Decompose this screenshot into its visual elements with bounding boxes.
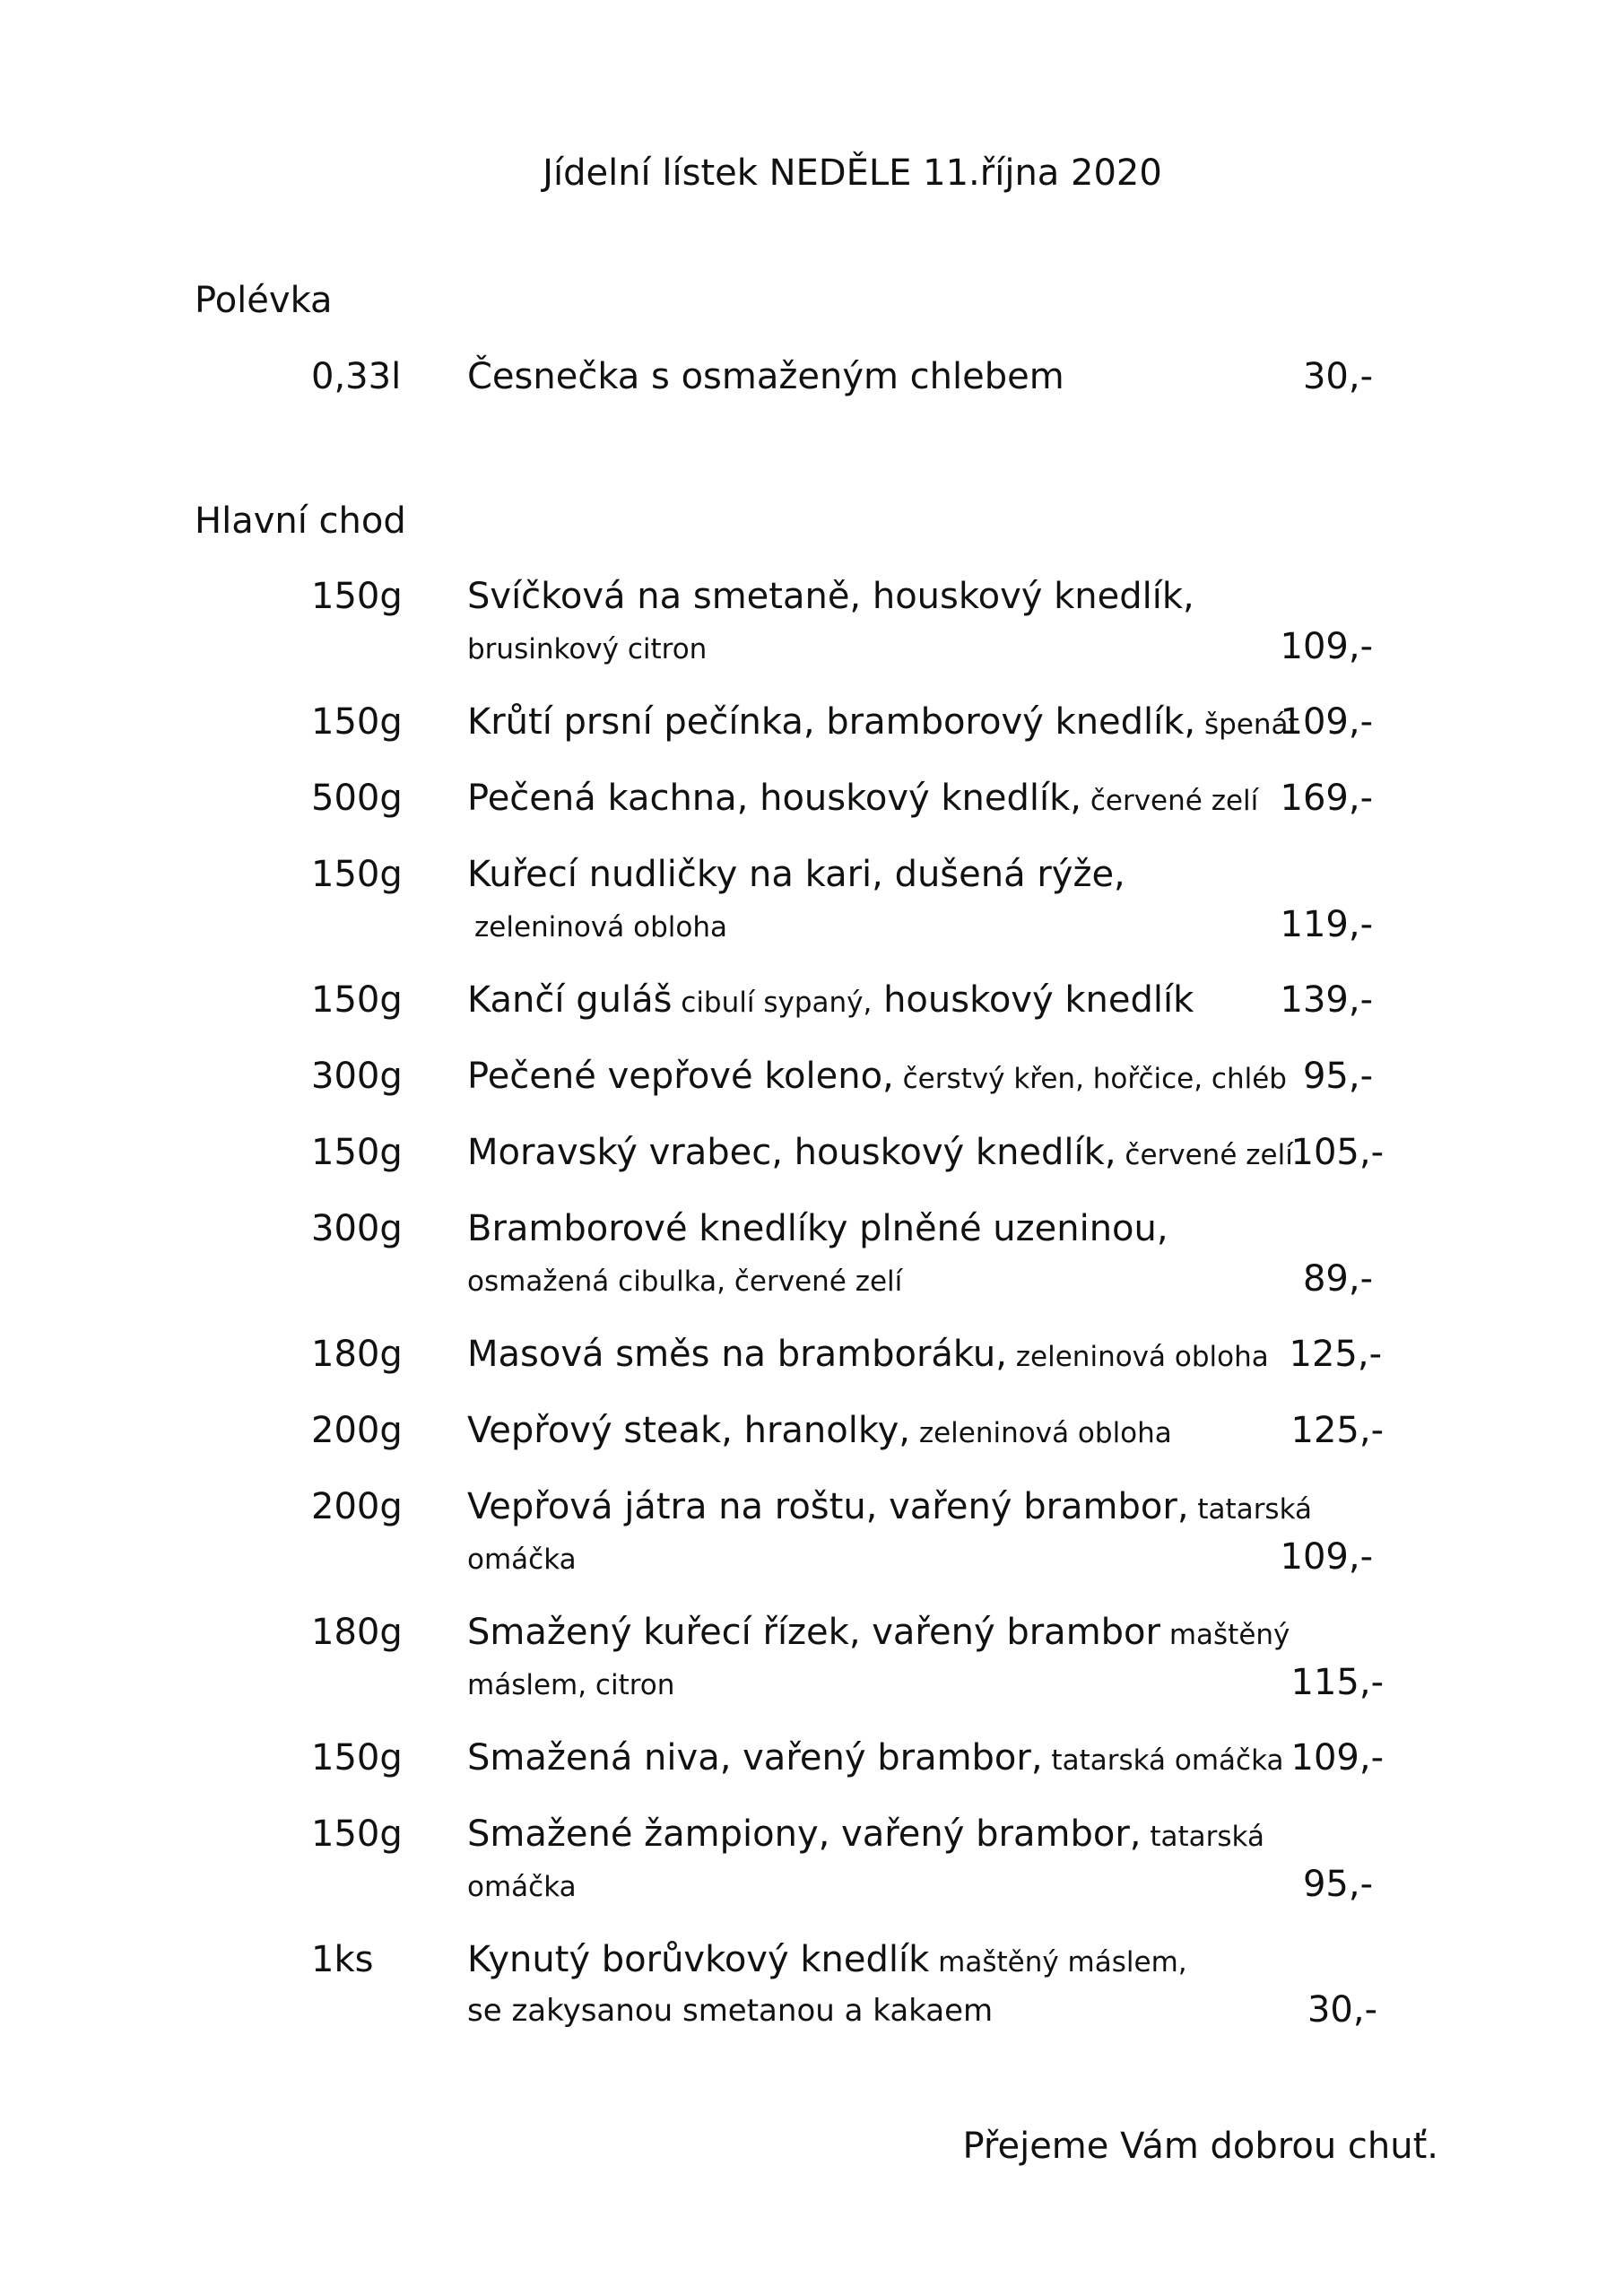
item-qty: 150g	[311, 576, 403, 617]
item-side-inline: tatarská	[1141, 1821, 1264, 1853]
item-name: Vepřová játra na roštu, vařený brambor, tatarská	[467, 1486, 1312, 1527]
item-side-inline: zeleninová obloha	[909, 1417, 1172, 1449]
item-price: 109,-	[1280, 701, 1373, 743]
item-side: omáčka	[467, 1871, 577, 1903]
item-side: osmažená cibulka, červené zelí	[467, 1265, 903, 1298]
item-name: Smažené žampiony, vařený brambor, tatarská	[467, 1813, 1264, 1855]
item-qty: 180g	[311, 1334, 403, 1375]
item-price: 125,-	[1290, 1410, 1384, 1451]
item-name: Pečená kachna, houskový knedlík, červené zelí	[467, 778, 1259, 819]
item-side-inline: červené zelí	[1081, 785, 1259, 817]
item-qty: 150g	[311, 1813, 403, 1855]
item-qty: 150g	[311, 854, 403, 895]
soup-heading: Polévka	[195, 280, 333, 321]
item-side-inline: zeleninová obloha	[1006, 1341, 1269, 1373]
item-qty: 150g	[311, 979, 403, 1021]
item-name: Česnečka s osmaženým chlebem	[467, 356, 1064, 397]
item-name: Kančí guláš cibulí sypaný, houskový knedlík	[467, 979, 1194, 1021]
item-price: 89,-	[1302, 1258, 1373, 1300]
item-side-inline: tatarská omáčka	[1042, 1744, 1284, 1777]
item-price: 125,-	[1289, 1334, 1382, 1375]
item-name: Smažený kuřecí řízek, vařený brambor maštěný	[467, 1612, 1290, 1653]
item-name: Kynutý borůvkový knedlík maštěný máslem,	[467, 1939, 1187, 1980]
item-name: Krůtí prsní pečínka, bramborový knedlík, špenát	[467, 701, 1299, 743]
item-price: 30,-	[1307, 1989, 1377, 2031]
item-qty: 1ks	[311, 1939, 374, 1980]
main-heading: Hlavní chod	[195, 500, 406, 542]
item-name: Vepřový steak, hranolky, zeleninová obloha	[467, 1410, 1172, 1451]
item-name: Pečené vepřové koleno, čerstvý křen, hořčice, chléb	[467, 1056, 1287, 1097]
item-side-inline: čerstvý křen, hořčice, chléb	[893, 1063, 1287, 1095]
item-price: 30,-	[1302, 356, 1373, 397]
item-price: 169,-	[1280, 778, 1373, 819]
item-price: 139,-	[1280, 979, 1373, 1021]
item-qty: 200g	[311, 1410, 403, 1451]
item-name: Masová směs na bramboráku, zeleninová obloha	[467, 1334, 1269, 1375]
item-side-inline: špenát	[1195, 709, 1299, 741]
item-side: se zakysanou smetanou a kakaem	[467, 1993, 994, 2029]
item-qty: 150g	[311, 1132, 403, 1173]
item-side-inline: tatarská	[1188, 1493, 1312, 1526]
item-side-inline: maštěný máslem,	[929, 1946, 1187, 1979]
item-price: 109,-	[1290, 1737, 1384, 1779]
item-qty: 150g	[311, 1737, 403, 1779]
item-name: Smažená niva, vařený brambor, tatarská omáčka	[467, 1737, 1284, 1779]
item-name: Bramborové knedlíky plněné uzeninou,	[467, 1208, 1168, 1249]
item-price: 95,-	[1302, 1864, 1373, 1905]
item-qty: 300g	[311, 1056, 403, 1097]
item-qty: 0,33l	[311, 356, 402, 397]
item-side-inline: červené zelí	[1116, 1139, 1293, 1171]
item-price: 109,-	[1280, 1536, 1373, 1578]
item-side: zeleninová obloha	[474, 911, 727, 944]
item-qty: 150g	[311, 701, 403, 743]
item-name: Svíčková na smetaně, houskový knedlík,	[467, 576, 1194, 617]
item-side: máslem, citron	[467, 1669, 675, 1701]
item-side-inline: cibulí sypaný,	[672, 987, 873, 1019]
item-side-inline: maštěný	[1159, 1619, 1290, 1651]
item-price: 109,-	[1280, 626, 1373, 667]
item-qty: 500g	[311, 778, 403, 819]
item-side: omáčka	[467, 1544, 577, 1576]
item-price: 105,-	[1290, 1132, 1384, 1173]
item-name: Kuřecí nudličky na kari, dušená rýže,	[467, 854, 1125, 895]
menu-title: Jídelní lístek NEDĚLE 11.října 2020	[543, 152, 1162, 194]
item-name-cont: houskový knedlík	[872, 979, 1194, 1021]
closing-note: Přejeme Vám dobrou chuť.	[962, 2126, 1438, 2167]
item-price: 95,-	[1302, 1056, 1373, 1097]
item-price: 115,-	[1290, 1662, 1384, 1703]
item-side: brusinkový citron	[467, 633, 708, 665]
item-price: 119,-	[1280, 904, 1373, 945]
item-qty: 200g	[311, 1486, 403, 1527]
item-qty: 180g	[311, 1612, 403, 1653]
item-name: Moravský vrabec, houskový knedlík, červené zelí	[467, 1132, 1293, 1173]
item-qty: 300g	[311, 1208, 403, 1249]
